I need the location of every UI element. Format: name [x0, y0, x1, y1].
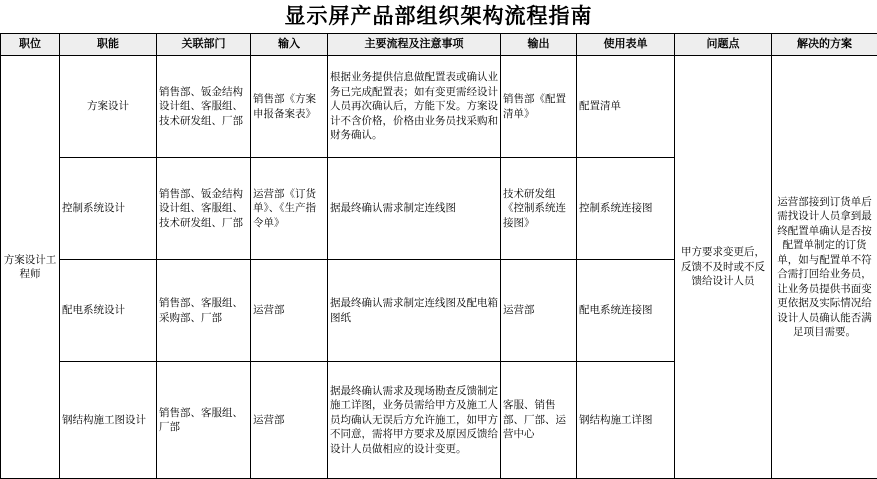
process-cell[interactable]: 据最终确认需求制定连线图 [328, 158, 501, 260]
form-cell[interactable]: 配电系统连接图 [577, 260, 675, 362]
header-input[interactable]: 输入 [251, 34, 328, 56]
header-position[interactable]: 职位 [1, 34, 60, 56]
page-title: 显示屏产品部组织架构流程指南 [0, 0, 877, 33]
header-output[interactable]: 输出 [501, 34, 577, 56]
function-cell[interactable]: 钢结构施工图设计 [60, 362, 157, 479]
process-table [0, 33, 877, 479]
departments-cell[interactable]: 销售部、客服组、采购部、厂部 [157, 260, 251, 362]
departments-cell[interactable]: 销售部、钣金结构设计组、客服组、技术研发组、厂部 [157, 56, 251, 158]
header-function[interactable]: 职能 [60, 34, 157, 56]
function-cell[interactable]: 控制系统设计 [60, 158, 157, 260]
output-cell[interactable]: 销售部《配置清单》 [501, 56, 577, 158]
function-cell[interactable]: 配电系统设计 [60, 260, 157, 362]
form-cell[interactable]: 配置清单 [577, 56, 675, 158]
table-row [1, 56, 877, 158]
header-departments[interactable]: 关联部门 [157, 34, 251, 56]
departments-cell[interactable]: 销售部、钣金结构设计组、客服组、技术研发组、厂部 [157, 158, 251, 260]
header-process[interactable]: 主要流程及注意事项 [328, 34, 501, 56]
problem-cell[interactable]: 甲方要求变更后，反馈不及时或不反馈给设计人员 [675, 56, 772, 479]
position-cell[interactable]: 方案设计工程师 [1, 56, 60, 479]
solution-cell[interactable]: 运营部接到订货单后需找设计人员拿到最终配置单确认是否按配置单制定的订货单，如与配置单不符合需打回给业务员，让业务员提供书面变更依据及实际情况给设计人员确认能否满足项目需要。 [772, 56, 877, 479]
function-cell[interactable]: 方案设计 [60, 56, 157, 158]
departments-cell[interactable]: 销售部、客服组、厂部 [157, 362, 251, 479]
header-row [1, 34, 877, 56]
input-cell[interactable]: 销售部《方案申报备案表》 [251, 56, 328, 158]
header-form[interactable]: 使用表单 [577, 34, 675, 56]
input-cell[interactable]: 运营部《订货单》、《生产指令单》 [251, 158, 328, 260]
header-problem[interactable]: 问题点 [675, 34, 772, 56]
output-cell[interactable]: 客服、销售部、厂部、运营中心 [501, 362, 577, 479]
form-cell[interactable]: 控制系统连接图 [577, 158, 675, 260]
input-cell[interactable]: 运营部 [251, 362, 328, 479]
process-cell[interactable]: 据最终确认需求制定连线图及配电箱图纸 [328, 260, 501, 362]
output-cell[interactable]: 技术研发组《控制系统连接图》 [501, 158, 577, 260]
form-cell[interactable]: 钢结构施工详图 [577, 362, 675, 479]
process-cell[interactable]: 根据业务提供信息做配置表或确认业务已完成配置表；如有变更需经设计人员再次确认后，方能下发。方案设计不含价格，价格由业务员找采购和财务确认。 [328, 56, 501, 158]
input-cell[interactable]: 运营部 [251, 260, 328, 362]
header-solution[interactable]: 解决的方案 [772, 34, 877, 56]
output-cell[interactable]: 运营部 [501, 260, 577, 362]
process-cell[interactable]: 据最终确认需求及现场勘查反馈制定施工详图，业务员需给甲方及施工人员均确认无误后方允许施工，如甲方不同意，需将甲方要求及原因反馈给设计人员做相应的设计变更。 [328, 362, 501, 479]
